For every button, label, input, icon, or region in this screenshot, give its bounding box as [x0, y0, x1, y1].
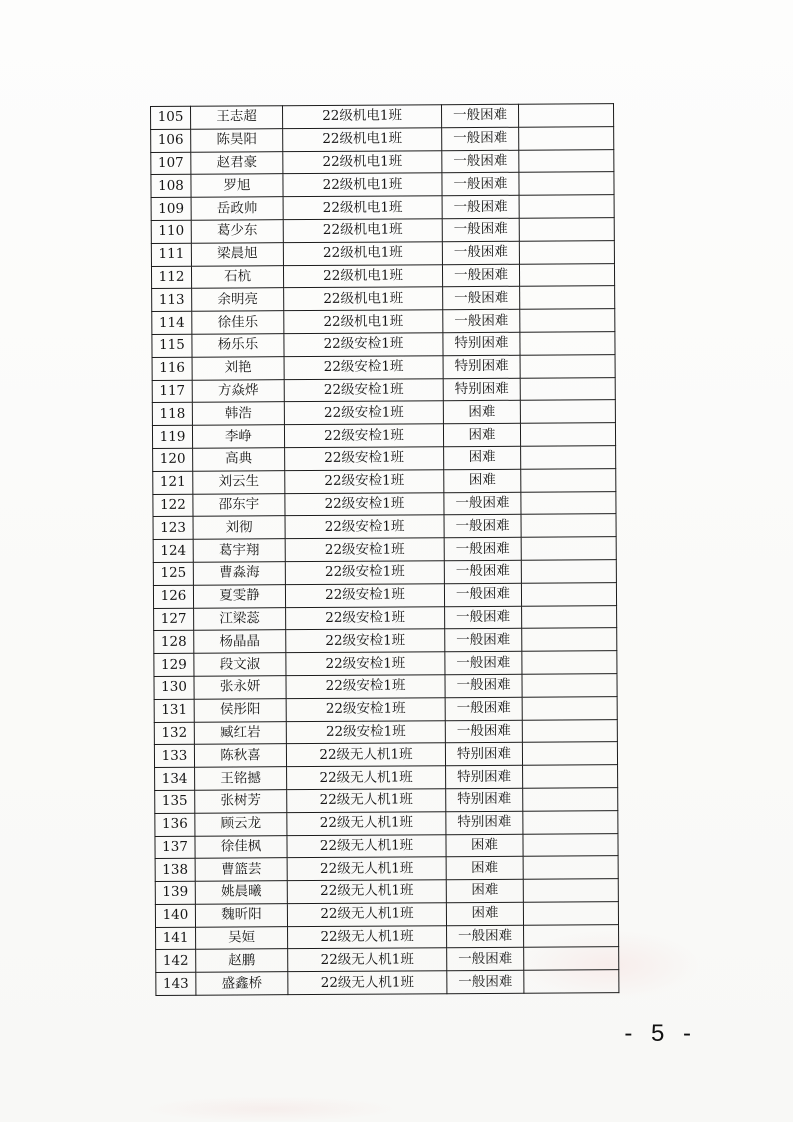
empty-cell — [519, 240, 614, 263]
class-name-cell: 22级安检1班 — [284, 401, 443, 425]
table-row — [152, 286, 615, 312]
hardship-level-cell: 特别困难 — [443, 355, 520, 378]
student-name-cell: 魏昕阳 — [195, 904, 287, 927]
page-number: - 5 - — [624, 1020, 697, 1047]
empty-cell — [518, 104, 613, 127]
row-number-cell: 115 — [152, 334, 192, 357]
hardship-level-cell: 一般困难 — [443, 309, 520, 332]
student-roster-table — [150, 103, 619, 996]
table-row — [153, 537, 616, 563]
row-number-cell: 112 — [151, 266, 191, 289]
table-row — [151, 126, 614, 152]
student-name-cell: 陈秋喜 — [194, 744, 286, 767]
class-name-cell: 22级安检1班 — [285, 538, 444, 562]
row-number-cell: 134 — [155, 767, 195, 790]
student-name-cell: 江梁蕊 — [194, 607, 286, 630]
student-name-cell: 邵东宇 — [193, 493, 285, 516]
row-number-cell: 113 — [152, 289, 192, 312]
student-name-cell: 葛少东 — [191, 220, 283, 243]
hardship-level-cell: 困难 — [446, 857, 523, 880]
student-name-cell: 韩浩 — [192, 402, 284, 425]
empty-cell — [520, 286, 615, 309]
student-name-cell: 张树芳 — [195, 790, 287, 813]
table-row — [153, 446, 616, 472]
hardship-level-cell: 一般困难 — [444, 583, 521, 606]
empty-cell — [523, 856, 618, 879]
table-row — [152, 354, 615, 380]
table-row — [152, 400, 615, 426]
empty-cell — [519, 263, 614, 286]
row-number-cell: 143 — [156, 973, 196, 996]
empty-cell — [519, 172, 614, 195]
hardship-level-cell: 一般困难 — [442, 195, 519, 218]
table-row — [155, 856, 618, 882]
class-name-cell: 22级无人机1班 — [287, 880, 446, 904]
table-row — [151, 263, 614, 289]
roster-table-body — [151, 104, 619, 996]
empty-cell — [520, 423, 615, 446]
class-name-cell: 22级无人机1班 — [287, 766, 446, 790]
table-row — [155, 902, 618, 928]
student-name-cell: 臧红岩 — [194, 721, 286, 744]
table-row — [153, 514, 616, 540]
table-row — [154, 628, 617, 654]
hardship-level-cell: 特别困难 — [446, 788, 523, 811]
class-name-cell: 22级机电1班 — [283, 241, 442, 265]
row-number-cell: 131 — [154, 699, 194, 722]
student-name-cell: 赵君豪 — [191, 151, 283, 174]
student-name-cell: 岳政帅 — [191, 197, 283, 220]
class-name-cell: 22级安检1班 — [285, 583, 444, 607]
student-name-cell: 侯彤阳 — [194, 698, 286, 721]
student-name-cell: 刘云生 — [193, 470, 285, 493]
empty-cell — [522, 628, 617, 651]
row-number-cell: 111 — [151, 243, 191, 266]
class-name-cell: 22级机电1班 — [283, 264, 442, 288]
table-row — [152, 309, 615, 335]
empty-cell — [523, 902, 618, 925]
row-number-cell: 119 — [152, 425, 192, 448]
empty-cell — [522, 696, 617, 719]
empty-cell — [521, 491, 616, 514]
class-name-cell: 22级无人机1班 — [287, 834, 446, 858]
hardship-level-cell: 一般困难 — [444, 515, 521, 538]
empty-cell — [521, 446, 616, 469]
table-row — [154, 674, 617, 700]
empty-cell — [521, 514, 616, 537]
empty-cell — [520, 400, 615, 423]
table-row — [155, 833, 618, 859]
row-number-cell: 120 — [153, 448, 193, 471]
row-number-cell: 121 — [153, 471, 193, 494]
row-number-cell: 140 — [155, 904, 195, 927]
student-name-cell: 石杭 — [191, 265, 283, 288]
hardship-level-cell: 一般困难 — [442, 150, 519, 173]
row-number-cell: 128 — [154, 631, 194, 654]
row-number-cell: 133 — [154, 745, 194, 768]
class-name-cell: 22级安检1班 — [286, 697, 445, 721]
class-name-cell: 22级安检1班 — [286, 720, 445, 744]
table-row — [156, 947, 619, 973]
empty-cell — [522, 674, 617, 697]
student-name-cell: 曹篮芸 — [195, 858, 287, 881]
row-number-cell: 110 — [151, 220, 191, 243]
student-name-cell: 顾云龙 — [195, 812, 287, 835]
row-number-cell: 125 — [153, 562, 193, 585]
empty-cell — [523, 810, 618, 833]
row-number-cell: 108 — [151, 175, 191, 198]
empty-cell — [521, 560, 616, 583]
hardship-level-cell: 一般困难 — [445, 651, 522, 674]
table-row — [151, 195, 614, 221]
student-name-cell: 盛鑫桥 — [196, 972, 288, 995]
hardship-level-cell: 困难 — [446, 834, 523, 857]
class-name-cell: 22级安检1班 — [285, 492, 444, 516]
row-number-cell: 116 — [152, 357, 192, 380]
hardship-level-cell: 困难 — [444, 446, 521, 469]
hardship-level-cell: 一般困难 — [447, 948, 524, 971]
class-name-cell: 22级安检1班 — [284, 355, 443, 379]
student-name-cell: 段文淑 — [194, 653, 286, 676]
row-number-cell: 130 — [154, 676, 194, 699]
class-name-cell: 22级安检1班 — [286, 606, 445, 630]
hardship-level-cell: 一般困难 — [442, 173, 519, 196]
class-name-cell: 22级机电1班 — [283, 219, 442, 243]
row-number-cell: 114 — [152, 311, 192, 334]
student-name-cell: 杨乐乐 — [192, 334, 284, 357]
row-number-cell: 106 — [151, 129, 191, 152]
table-row — [152, 332, 615, 358]
class-name-cell: 22级无人机1班 — [287, 811, 446, 835]
class-name-cell: 22级机电1班 — [283, 196, 442, 220]
row-number-cell: 138 — [155, 859, 195, 882]
table-row — [151, 149, 614, 175]
table-row — [155, 879, 618, 905]
hardship-level-cell: 一般困难 — [444, 492, 521, 515]
empty-cell — [519, 218, 614, 241]
empty-cell — [522, 742, 617, 765]
empty-cell — [519, 149, 614, 172]
empty-cell — [520, 377, 615, 400]
empty-cell — [523, 833, 618, 856]
row-number-cell: 132 — [154, 722, 194, 745]
student-name-cell: 梁晨旭 — [191, 242, 283, 265]
class-name-cell: 22级机电1班 — [283, 150, 442, 174]
row-number-cell: 127 — [154, 608, 194, 631]
class-name-cell: 22级安检1班 — [285, 469, 444, 493]
student-name-cell: 葛宇翔 — [193, 539, 285, 562]
table-row — [155, 765, 618, 791]
class-name-cell: 22级安检1班 — [284, 424, 443, 448]
table-row — [155, 810, 618, 836]
row-number-cell: 107 — [151, 152, 191, 175]
hardship-level-cell: 困难 — [446, 879, 523, 902]
hardship-level-cell: 一般困难 — [445, 629, 522, 652]
hardship-level-cell: 困难 — [443, 401, 520, 424]
student-name-cell: 李峥 — [192, 425, 284, 448]
class-name-cell: 22级无人机1班 — [288, 971, 447, 995]
table-row — [152, 423, 615, 449]
hardship-level-cell: 一般困难 — [443, 287, 520, 310]
table-row — [151, 240, 614, 266]
row-number-cell: 124 — [153, 539, 193, 562]
hardship-level-cell: 一般困难 — [445, 606, 522, 629]
class-name-cell: 22级无人机1班 — [287, 789, 446, 813]
hardship-level-cell: 困难 — [444, 469, 521, 492]
hardship-level-cell: 一般困难 — [442, 218, 519, 241]
table-row — [151, 172, 614, 198]
student-name-cell: 刘艳 — [192, 356, 284, 379]
class-name-cell: 22级机电1班 — [284, 310, 443, 334]
hardship-level-cell: 一般困难 — [441, 104, 518, 127]
empty-cell — [519, 126, 614, 149]
student-name-cell: 杨晶晶 — [194, 630, 286, 653]
table-row — [154, 742, 617, 768]
row-number-cell: 136 — [155, 813, 195, 836]
row-number-cell: 109 — [151, 197, 191, 220]
empty-cell — [521, 582, 616, 605]
table-row — [156, 970, 619, 996]
student-name-cell: 徐佳枫 — [195, 835, 287, 858]
class-name-cell: 22级安检1班 — [284, 378, 443, 402]
empty-cell — [522, 605, 617, 628]
hardship-level-cell: 特别困难 — [445, 743, 522, 766]
student-name-cell: 吴姮 — [196, 926, 288, 949]
student-name-cell: 曹淼海 — [193, 562, 285, 585]
row-number-cell: 139 — [155, 881, 195, 904]
hardship-level-cell: 一般困难 — [444, 560, 521, 583]
student-name-cell: 刘彻 — [193, 516, 285, 539]
table-row — [153, 491, 616, 517]
hardship-level-cell: 一般困难 — [445, 697, 522, 720]
class-name-cell: 22级无人机1班 — [286, 743, 445, 767]
hardship-level-cell: 一般困难 — [442, 264, 519, 287]
student-name-cell: 罗旭 — [191, 174, 283, 197]
class-name-cell: 22级无人机1班 — [288, 925, 447, 949]
class-name-cell: 22级机电1班 — [283, 128, 442, 152]
class-name-cell: 22级安检1班 — [286, 652, 445, 676]
hardship-level-cell: 特别困难 — [443, 378, 520, 401]
hardship-level-cell: 特别困难 — [446, 811, 523, 834]
empty-cell — [524, 924, 619, 947]
table-row — [153, 468, 616, 494]
row-number-cell: 105 — [151, 106, 191, 129]
hardship-level-cell: 一般困难 — [444, 537, 521, 560]
row-number-cell: 142 — [156, 950, 196, 973]
table-row — [151, 218, 614, 244]
empty-cell — [521, 468, 616, 491]
table-row — [153, 560, 616, 586]
class-name-cell: 22级安检1班 — [286, 675, 445, 699]
table-row — [154, 719, 617, 745]
empty-cell — [524, 970, 619, 993]
class-name-cell: 22级无人机1班 — [287, 857, 446, 881]
class-name-cell: 22级机电1班 — [283, 173, 442, 197]
student-name-cell: 王志超 — [191, 106, 283, 129]
table-row — [154, 651, 617, 677]
hardship-level-cell: 一般困难 — [447, 971, 524, 994]
student-name-cell: 夏雯静 — [193, 584, 285, 607]
class-name-cell: 22级机电1班 — [283, 105, 442, 129]
student-name-cell: 方焱烨 — [192, 379, 284, 402]
empty-cell — [524, 947, 619, 970]
class-name-cell: 22级安检1班 — [285, 447, 444, 471]
class-name-cell: 22级无人机1班 — [287, 903, 446, 927]
empty-cell — [523, 765, 618, 788]
student-name-cell: 赵鹏 — [196, 949, 288, 972]
class-name-cell: 22级无人机1班 — [288, 948, 447, 972]
row-number-cell: 141 — [156, 927, 196, 950]
student-name-cell: 姚晨曦 — [195, 881, 287, 904]
faint-ink-smear — [140, 1096, 400, 1122]
student-name-cell: 余明亮 — [192, 288, 284, 311]
hardship-level-cell: 一般困难 — [442, 241, 519, 264]
class-name-cell: 22级安检1班 — [284, 333, 443, 357]
student-name-cell: 张永妍 — [194, 676, 286, 699]
empty-cell — [521, 537, 616, 560]
hardship-level-cell: 一般困难 — [445, 674, 522, 697]
hardship-level-cell: 一般困难 — [447, 925, 524, 948]
student-name-cell: 徐佳乐 — [192, 311, 284, 334]
row-number-cell: 117 — [152, 380, 192, 403]
hardship-level-cell: 特别困难 — [443, 332, 520, 355]
empty-cell — [520, 309, 615, 332]
row-number-cell: 137 — [155, 836, 195, 859]
table-row — [151, 104, 614, 130]
class-name-cell: 22级安检1班 — [285, 515, 444, 539]
table-row — [156, 924, 619, 950]
table-row — [154, 696, 617, 722]
hardship-level-cell: 一般困难 — [445, 720, 522, 743]
empty-cell — [523, 879, 618, 902]
hardship-level-cell: 困难 — [443, 423, 520, 446]
student-name-cell: 陈昊阳 — [191, 128, 283, 151]
row-number-cell: 135 — [155, 790, 195, 813]
table-row — [154, 605, 617, 631]
empty-cell — [523, 788, 618, 811]
class-name-cell: 22级机电1班 — [284, 287, 443, 311]
row-number-cell: 129 — [154, 653, 194, 676]
empty-cell — [522, 719, 617, 742]
empty-cell — [520, 332, 615, 355]
class-name-cell: 22级安检1班 — [285, 561, 444, 585]
hardship-level-cell: 一般困难 — [442, 127, 519, 150]
row-number-cell: 123 — [153, 517, 193, 540]
table-row — [153, 582, 616, 608]
class-name-cell: 22级安检1班 — [286, 629, 445, 653]
row-number-cell: 126 — [153, 585, 193, 608]
empty-cell — [519, 195, 614, 218]
table-row — [152, 377, 615, 403]
hardship-level-cell: 困难 — [446, 902, 523, 925]
row-number-cell: 118 — [152, 403, 192, 426]
row-number-cell: 122 — [153, 494, 193, 517]
empty-cell — [522, 651, 617, 674]
table-row — [155, 788, 618, 814]
empty-cell — [520, 354, 615, 377]
hardship-level-cell: 特别困难 — [446, 765, 523, 788]
student-name-cell: 高典 — [193, 448, 285, 471]
student-name-cell: 王铭撼 — [195, 767, 287, 790]
